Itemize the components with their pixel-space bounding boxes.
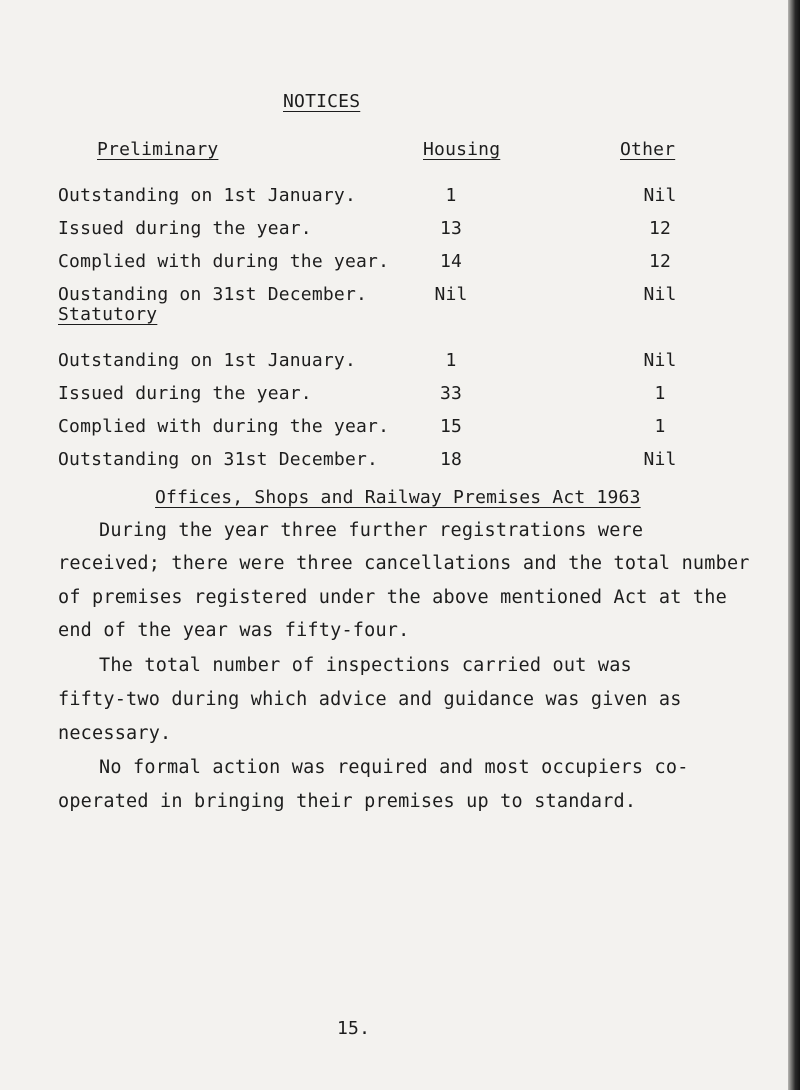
paragraph-line: fifty-two during which advice and guidance was given as bbox=[58, 689, 682, 710]
row-other: Nil bbox=[643, 350, 677, 371]
row-label: Issued during the year. bbox=[58, 383, 312, 404]
page-title: NOTICES bbox=[283, 91, 361, 112]
paragraph-line: received; there were three cancellations and the total number bbox=[58, 553, 750, 574]
row-label: Complied with during the year. bbox=[58, 251, 390, 272]
row-housing: 33 bbox=[439, 383, 463, 404]
row-housing: 13 bbox=[439, 218, 463, 239]
header-preliminary: Preliminary bbox=[97, 139, 219, 160]
row-housing: Nil bbox=[434, 284, 468, 305]
paragraph-line: The total number of inspections carried out was bbox=[99, 655, 632, 676]
section-heading: Offices, Shops and Railway Premises Act 1963 bbox=[155, 487, 641, 508]
row-other: 12 bbox=[648, 251, 672, 272]
row-other: Nil bbox=[643, 449, 677, 470]
row-label: Oustanding on 31st December. bbox=[58, 284, 368, 305]
page-edge-shadow bbox=[788, 0, 800, 1090]
row-label: Outstanding on 1st January. bbox=[58, 350, 356, 371]
row-other: 1 bbox=[654, 416, 666, 437]
header-housing: Housing bbox=[423, 139, 501, 160]
row-housing: 14 bbox=[439, 251, 463, 272]
row-label: Issued during the year. bbox=[58, 218, 312, 239]
paragraph-line: of premises registered under the above mentioned Act at the bbox=[58, 587, 727, 608]
row-other: Nil bbox=[643, 185, 677, 206]
row-label: Complied with during the year. bbox=[58, 416, 390, 437]
statutory-heading: Statutory bbox=[58, 304, 158, 325]
row-other: 1 bbox=[654, 383, 666, 404]
row-housing: 1 bbox=[445, 185, 457, 206]
paragraph-line: During the year three further registrations were bbox=[99, 520, 644, 541]
paragraph-line: necessary. bbox=[58, 723, 172, 744]
paragraph-line: end of the year was fifty-four. bbox=[58, 620, 410, 641]
row-label: Outstanding on 31st December. bbox=[58, 449, 379, 470]
header-other: Other bbox=[620, 139, 676, 160]
row-housing: 15 bbox=[439, 416, 463, 437]
paragraph-line: No formal action was required and most occupiers co- bbox=[99, 757, 689, 778]
row-other: 12 bbox=[648, 218, 672, 239]
page-number: 15. bbox=[337, 1018, 371, 1039]
row-other: Nil bbox=[643, 284, 677, 305]
paragraph-line: operated in bringing their premises up to standard. bbox=[58, 791, 637, 812]
row-housing: 1 bbox=[445, 350, 457, 371]
row-housing: 18 bbox=[439, 449, 463, 470]
row-label: Outstanding on 1st January. bbox=[58, 185, 356, 206]
